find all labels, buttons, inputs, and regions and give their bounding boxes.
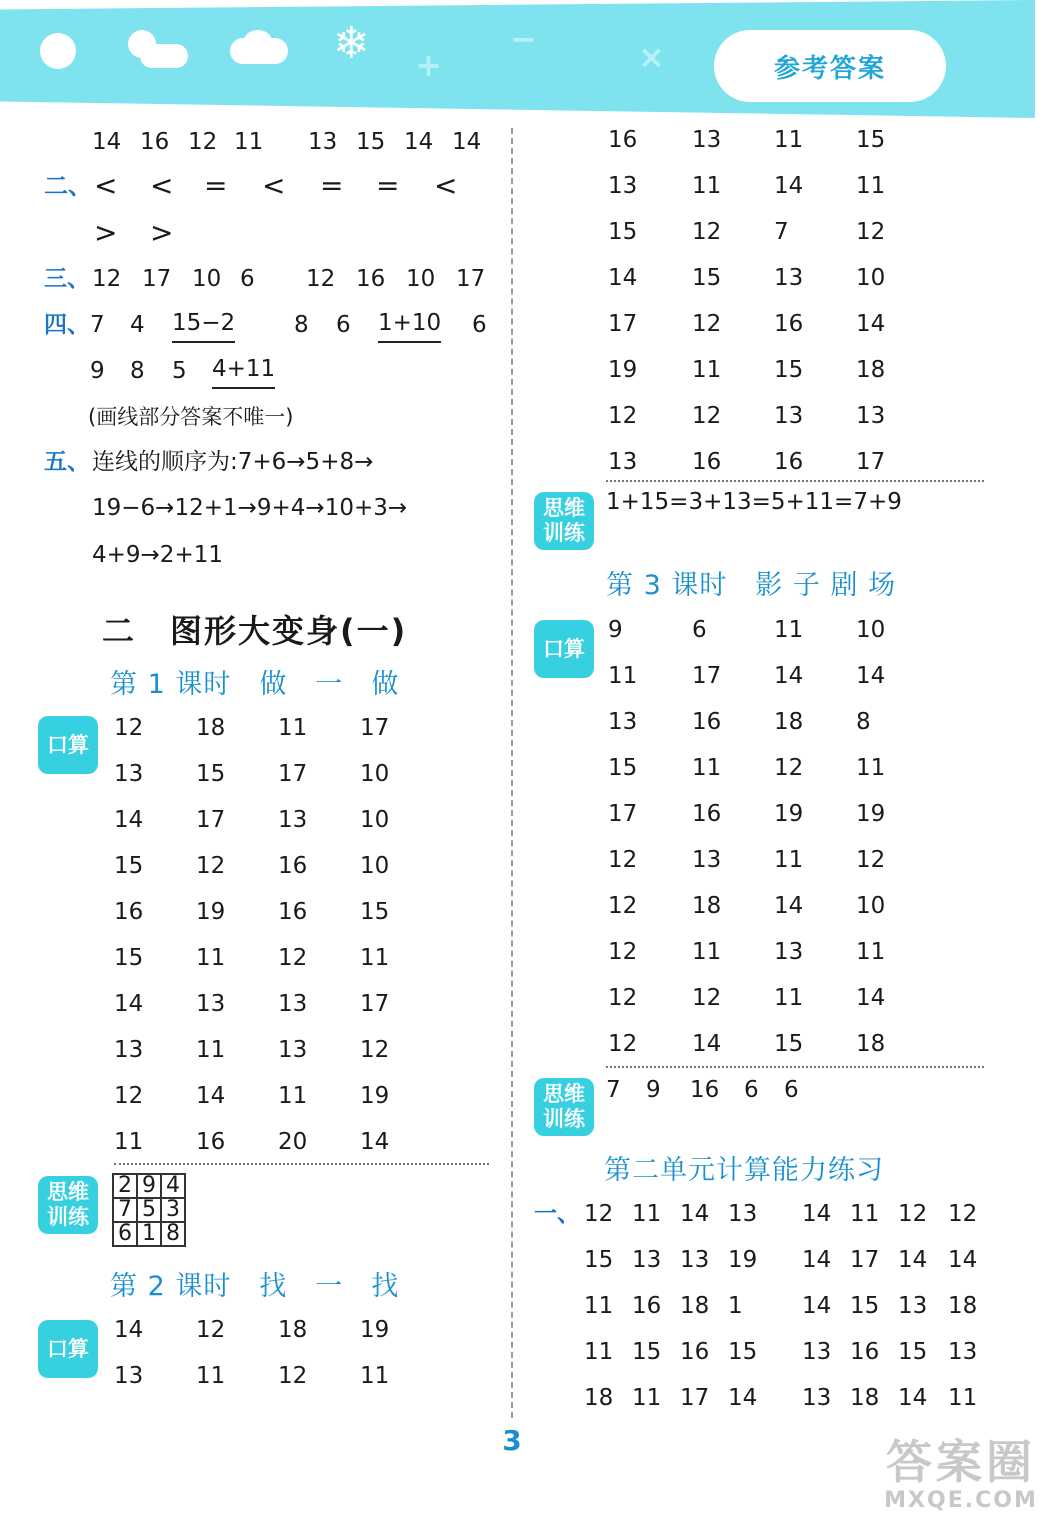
answer-value: 11	[360, 1363, 390, 1389]
section5-line2: 19−6→12+1→9+4→10+3→	[92, 495, 408, 521]
answer-value: 1	[728, 1293, 743, 1319]
answer-value: 13	[948, 1339, 978, 1365]
value: 4	[130, 312, 145, 338]
answer-value: 13	[632, 1247, 662, 1273]
answer-value: 15	[856, 127, 886, 153]
answer-value: 13	[608, 709, 638, 735]
answer-value: 7	[774, 219, 789, 245]
value: 12	[306, 266, 336, 292]
answer-value: 12	[692, 403, 722, 429]
answer-value: 16	[692, 449, 722, 475]
answer-value: 16	[608, 127, 638, 153]
answer-value: 12	[692, 985, 722, 1011]
answer-value: 17	[196, 807, 226, 833]
answer-value: 15	[774, 1031, 804, 1057]
answer-value: 19	[856, 801, 886, 827]
answer-value: 13	[278, 991, 308, 1017]
answer-value: 14	[802, 1247, 832, 1273]
answer-value: 17	[360, 715, 390, 741]
magic-square-grid	[112, 1173, 186, 1247]
answer-value: 15	[692, 265, 722, 291]
answer-value: 14	[856, 663, 886, 689]
answer-value: 16	[680, 1339, 710, 1365]
answer-value: 11	[114, 1129, 144, 1155]
unit-title: 二 图形大变身(一)	[102, 612, 408, 650]
answer-value: 11	[850, 1201, 880, 1227]
answer-value: 18	[774, 709, 804, 735]
answer-value: 10	[856, 265, 886, 291]
unit-practice-title: 第二单元计算能力练习	[604, 1155, 884, 1186]
comparison-sign: =	[204, 169, 228, 202]
answer-value: 12	[278, 945, 308, 971]
oral-calc-badge: 口算	[534, 620, 594, 678]
answer-value: 13	[692, 127, 722, 153]
answer-value: 16	[850, 1339, 880, 1365]
value: 16	[356, 266, 386, 292]
value: 9	[646, 1077, 661, 1103]
answer-value: 14	[856, 311, 886, 337]
answer-value: 17	[360, 991, 390, 1017]
value: 12	[188, 129, 218, 155]
sequence-text: 连线的顺序为:7+6→5+8→	[92, 449, 374, 475]
answer-value: 15	[114, 945, 144, 971]
value: 6	[336, 312, 351, 338]
answer-value: 9	[608, 617, 623, 643]
answer-value: 18	[196, 715, 226, 741]
answer-value: 19	[774, 801, 804, 827]
value: 9	[90, 358, 105, 384]
underlined-answer: 15−2	[172, 305, 235, 343]
answer-value: 18	[856, 357, 886, 383]
answer-value: 14	[196, 1083, 226, 1109]
grid-cell: 4	[161, 1174, 185, 1198]
answer-value: 16	[632, 1293, 662, 1319]
thinking-training-badge: 思维训练	[38, 1176, 98, 1234]
answer-value: 12	[196, 853, 226, 879]
answer-value: 11	[948, 1385, 978, 1411]
answer-value: 11	[774, 847, 804, 873]
answer-value: 11	[360, 945, 390, 971]
answer-value: 15	[360, 899, 390, 925]
answer-value: 15	[196, 761, 226, 787]
answer-value: 16	[196, 1129, 226, 1155]
answer-value: 12	[114, 715, 144, 741]
snowflake-icon: ❄	[333, 18, 370, 69]
sun-icon	[40, 33, 76, 69]
answer-value: 11	[278, 715, 308, 741]
grid-cell: 1	[137, 1222, 161, 1246]
answer-value: 12	[856, 847, 886, 873]
answer-value: 11	[856, 939, 886, 965]
dotted-separator	[114, 1163, 489, 1165]
value: 8	[294, 312, 309, 338]
oral-calc-badge: 口算	[38, 716, 98, 774]
thinking-training-badge: 思维训练	[534, 492, 594, 550]
lesson1-title: 第 1 课时 做 一 做	[110, 669, 400, 700]
answer-value: 16	[692, 709, 722, 735]
answer-value: 17	[608, 801, 638, 827]
answer-value: 11	[774, 985, 804, 1011]
answer-value: 11	[856, 755, 886, 781]
answer-value: 12	[360, 1037, 390, 1063]
answer-value: 14	[802, 1293, 832, 1319]
answer-value: 14	[774, 663, 804, 689]
value: 13	[308, 129, 338, 155]
lesson2-title: 第 2 课时 找 一 找	[110, 1271, 400, 1302]
value: 6	[784, 1077, 799, 1103]
answer-value: 16	[278, 899, 308, 925]
plus-decoration-icon: +	[415, 46, 442, 84]
answer-value: 18	[948, 1293, 978, 1319]
answer-value: 14	[728, 1385, 758, 1411]
page-number: 3	[502, 1424, 522, 1457]
answer-value: 13	[802, 1385, 832, 1411]
answer-value: 12	[608, 985, 638, 1011]
watermark-logo-text: 答案圈	[886, 1435, 1036, 1489]
thinking-training-badge: 思维训练	[534, 1078, 594, 1136]
answer-value: 17	[608, 311, 638, 337]
answer-value: 11	[692, 755, 722, 781]
answer-value: 12	[608, 1031, 638, 1057]
answer-value: 13	[728, 1201, 758, 1227]
answer-value: 11	[196, 1363, 226, 1389]
answer-value: 13	[774, 265, 804, 291]
comparison-sign: =	[376, 169, 400, 202]
answer-value: 14	[692, 1031, 722, 1057]
answer-value: 19	[728, 1247, 758, 1273]
answer-value: 13	[774, 403, 804, 429]
answer-value: 12	[898, 1201, 928, 1227]
answer-value: 14	[360, 1129, 390, 1155]
value: 7	[90, 312, 105, 338]
answer-value: 15	[632, 1339, 662, 1365]
answer-value: 17	[680, 1385, 710, 1411]
answer-value: 12	[774, 755, 804, 781]
answer-value: 15	[608, 755, 638, 781]
answer-value: 14	[856, 985, 886, 1011]
answer-value: 18	[278, 1317, 308, 1343]
section-marker	[534, 1194, 580, 1234]
answer-value: 18	[856, 1031, 886, 1057]
section-marker: 一、	[534, 1201, 580, 1227]
answer-value: 19	[608, 357, 638, 383]
answer-value: 14	[774, 173, 804, 199]
value: 16	[690, 1077, 720, 1103]
answer-value: 11	[196, 1037, 226, 1063]
value: 6	[240, 266, 255, 292]
answer-value: 12	[608, 847, 638, 873]
section5-line3: 4+9→2+11	[92, 542, 223, 568]
answer-value: 16	[774, 311, 804, 337]
answer-value: 11	[632, 1385, 662, 1411]
answer-value: 15	[728, 1339, 758, 1365]
answer-value: 12	[608, 403, 638, 429]
underlined-answer: 1+10	[378, 305, 441, 343]
answer-value: 15	[774, 357, 804, 383]
answer-value: 17	[856, 449, 886, 475]
answer-value: 16	[692, 801, 722, 827]
answer-key-label: 参考答案	[714, 30, 946, 102]
answer-value: 13	[856, 403, 886, 429]
grid-cell: 2	[113, 1174, 137, 1198]
times-decoration-icon: ×	[638, 38, 665, 76]
answer-value: 11	[632, 1201, 662, 1227]
comparison-sign: <	[434, 169, 458, 202]
answer-value: 10	[360, 761, 390, 787]
answer-value: 15	[898, 1339, 928, 1365]
answer-value: 11	[608, 663, 638, 689]
grid-cell: 8	[161, 1222, 185, 1246]
value: 10	[192, 266, 222, 292]
answer-value: 11	[692, 173, 722, 199]
section-marker: 五、	[44, 449, 90, 475]
grid-cell: 9	[137, 1174, 161, 1198]
value: 12	[92, 266, 122, 292]
answer-value: 13	[774, 939, 804, 965]
answer-value: 11	[774, 127, 804, 153]
answer-value: 13	[680, 1247, 710, 1273]
answer-value: 12	[608, 939, 638, 965]
comparison-sign: >	[150, 216, 174, 249]
value: 17	[142, 266, 172, 292]
grid-cell: 7	[113, 1198, 137, 1222]
value: 7	[606, 1077, 621, 1103]
answer-value: 15	[114, 853, 144, 879]
answer-value: 12	[114, 1083, 144, 1109]
answer-value: 8	[856, 709, 871, 735]
value: 14	[404, 129, 434, 155]
section-marker: 四、	[44, 312, 90, 338]
answer-value: 12	[948, 1201, 978, 1227]
answer-value: 10	[856, 617, 886, 643]
value: 5	[172, 358, 187, 384]
oral-calc-badge: 口算	[38, 1320, 98, 1378]
answer-value: 17	[692, 663, 722, 689]
answer-value: 13	[114, 1363, 144, 1389]
section4-note: (画线部分答案不唯一)	[88, 405, 294, 429]
answer-value: 12	[692, 219, 722, 245]
answer-value: 20	[278, 1129, 308, 1155]
answer-value: 16	[114, 899, 144, 925]
value: 17	[456, 266, 486, 292]
answer-value: 14	[898, 1247, 928, 1273]
value: 6	[744, 1077, 759, 1103]
answer-value: 13	[114, 761, 144, 787]
watermark	[872, 1436, 1050, 1514]
grid-cell: 6	[113, 1222, 137, 1246]
answer-value: 12	[692, 311, 722, 337]
value: 6	[472, 312, 487, 338]
value: 11	[234, 129, 264, 155]
answer-value: 14	[774, 893, 804, 919]
answer-value: 11	[692, 939, 722, 965]
answer-value: 14	[608, 265, 638, 291]
section-marker: 三、	[44, 266, 90, 292]
answer-value: 12	[278, 1363, 308, 1389]
answer-value: 14	[898, 1385, 928, 1411]
comparison-sign: >	[94, 216, 118, 249]
section-marker: 二、	[44, 172, 92, 200]
think1-answer: 1+15=3+13=5+11=7+9	[606, 489, 902, 515]
answer-value: 19	[360, 1083, 390, 1109]
answer-value: 10	[856, 893, 886, 919]
answer-value: 13	[608, 173, 638, 199]
answer-value: 14	[680, 1201, 710, 1227]
answer-value: 17	[278, 761, 308, 787]
answer-value: 13	[114, 1037, 144, 1063]
answer-value: 11	[584, 1293, 614, 1319]
grid-cell: 3	[161, 1198, 185, 1222]
answer-value: 18	[850, 1385, 880, 1411]
value: 14	[92, 129, 122, 155]
answer-value: 18	[584, 1385, 614, 1411]
answer-value: 13	[898, 1293, 928, 1319]
answer-value: 12	[584, 1201, 614, 1227]
answer-value: 13	[692, 847, 722, 873]
answer-value: 14	[114, 1317, 144, 1343]
answer-value: 19	[196, 899, 226, 925]
underlined-answer: 4+11	[212, 351, 275, 389]
answer-value: 10	[360, 853, 390, 879]
answer-value: 14	[114, 991, 144, 1017]
answer-value: 10	[360, 807, 390, 833]
answer-value: 11	[856, 173, 886, 199]
answer-value: 12	[608, 893, 638, 919]
answer-value: 14	[948, 1247, 978, 1273]
answer-value: 6	[692, 617, 707, 643]
column-divider	[511, 128, 513, 1418]
answer-value: 16	[774, 449, 804, 475]
answer-value: 13	[802, 1339, 832, 1365]
grid-cell: 5	[137, 1198, 161, 1222]
value: 8	[130, 358, 145, 384]
answer-value: 17	[850, 1247, 880, 1273]
answer-value: 11	[774, 617, 804, 643]
value: 14	[452, 129, 482, 155]
comparison-sign: <	[150, 169, 174, 202]
answer-value: 11	[584, 1339, 614, 1365]
answer-value: 16	[278, 853, 308, 879]
answer-value: 11	[692, 357, 722, 383]
answer-value: 15	[584, 1247, 614, 1273]
answer-value: 12	[856, 219, 886, 245]
value: 15	[356, 129, 386, 155]
dotted-separator	[606, 1066, 984, 1068]
answer-value: 18	[692, 893, 722, 919]
answer-value: 18	[680, 1293, 710, 1319]
comparison-sign: <	[94, 169, 118, 202]
minus-decoration-icon: −	[510, 20, 537, 58]
value: 10	[406, 266, 436, 292]
answer-value: 19	[360, 1317, 390, 1343]
answer-value: 14	[802, 1201, 832, 1227]
answer-value: 13	[608, 449, 638, 475]
watermark-site: MXQE.COM	[884, 1488, 1038, 1513]
answer-value: 13	[278, 1037, 308, 1063]
answer-value: 11	[196, 945, 226, 971]
answer-value: 12	[196, 1317, 226, 1343]
answer-value: 15	[850, 1293, 880, 1319]
answer-value: 14	[114, 807, 144, 833]
comparison-sign: <	[262, 169, 286, 202]
value: 16	[140, 129, 170, 155]
answer-value: 11	[278, 1083, 308, 1109]
answer-value: 13	[278, 807, 308, 833]
comparison-sign: =	[320, 169, 344, 202]
answer-value: 13	[196, 991, 226, 1017]
answer-value: 15	[608, 219, 638, 245]
lesson3-title: 第 3 课时 影 子 剧 场	[606, 570, 897, 601]
